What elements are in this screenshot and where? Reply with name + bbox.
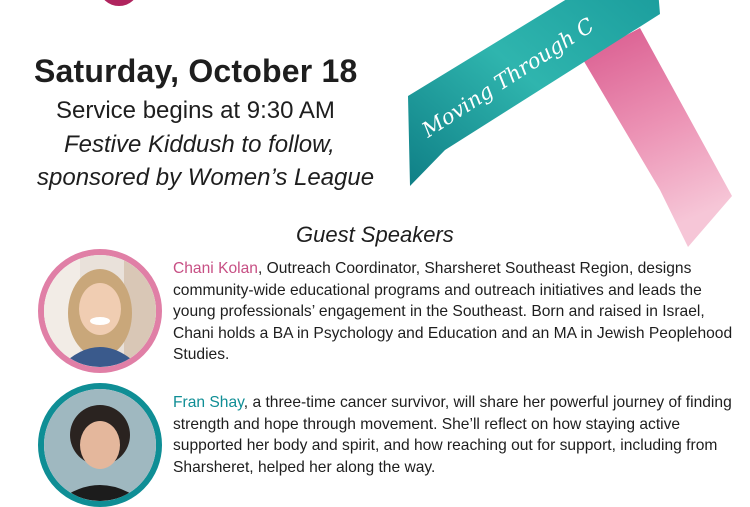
sponsor-note: sponsored by Women’s League: [37, 164, 375, 191]
ribbon-pink-tail: [582, 28, 732, 247]
speaker-photo-chani-kolan: [38, 249, 162, 373]
kiddush-note: Festive Kiddush to follow,: [64, 131, 335, 158]
speaker-bio-text: , a three-time cancer survivor, will share her powerful journey of finding strength and hope through movement. She’ll reflect on how staying active supported her body and spirit, and how reaching out for support, including from Sharsheret, helped her along the way.: [173, 394, 732, 476]
service-time: Service begins at 9:30 AM: [56, 97, 335, 124]
guest-speakers-heading: Guest Speakers: [296, 222, 454, 247]
event-date: Saturday, October 18: [34, 53, 358, 89]
speaker-bio-fran-shay: [173, 392, 743, 478]
ribbon-text: Moving Through C: [417, 13, 599, 143]
speaker-photo-fran-shay: [38, 383, 162, 507]
speaker-bio-text: , Outreach Coordinator, Sharsheret Southeast Region, designs community-wide educational programs and outreach initiatives and leads the young professionals’ engagement in the Southeast. Born and raised in Israel, Chani holds a BA in Psychology and Education and an MA in Jewish Peoplehood Studies.: [173, 260, 733, 363]
speaker-name: Chani Kolan: [173, 260, 258, 277]
speaker-name: Fran Shay: [173, 394, 244, 411]
speaker-bio-chani-kolan: [173, 258, 743, 366]
